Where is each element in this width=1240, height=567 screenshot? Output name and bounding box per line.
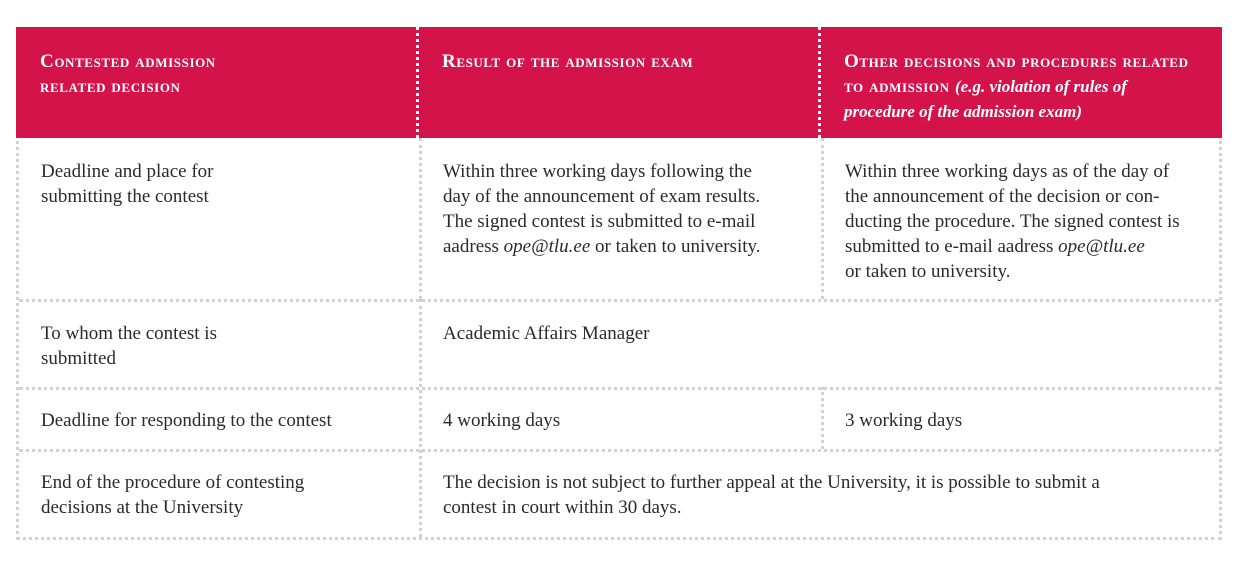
row1-exam-email: ope@tlu.ee [503,236,591,257]
row1-label: Deadline and place for submitting the contest [41,161,214,207]
header-cell-contested-decision [16,27,416,138]
row1-other-line: or taken to university. [845,261,1011,282]
row1-label-cell [19,159,419,209]
row3-other-cell [823,408,1223,433]
row-divider [19,299,1219,302]
row1-other-line [845,234,1205,259]
row1-other-email: ope@tlu.ee [1058,236,1145,257]
row3-label: Deadline for responding to the contest [41,410,332,431]
row3-label-cell [19,408,419,433]
row4-value-cell [421,470,1219,520]
row1-exam-text: or taken to university. [595,236,761,257]
row1-exam-line [443,234,803,259]
row1-exam-text: aadress [443,236,499,257]
row1-exam-cell [421,159,821,259]
row1-exam-line: The signed contest is submitted to e-mail [443,211,756,232]
header-cell-other-decisions [820,27,1222,138]
header-col1-text: Contested admission related decision [40,51,216,97]
header-col2-text: Result of the admission exam [442,51,694,72]
row3-exam-cell [421,408,821,433]
table-header [16,27,1222,138]
row3-exam-value: 4 working days [443,410,561,431]
column-divider [821,387,824,449]
column-divider [821,138,824,299]
row1-other-line: ducting the procedure. The signed contest is [845,211,1180,232]
row1-other-line: Within three working days as of the day of [845,161,1170,182]
column-divider [419,299,422,537]
row4-label: End of the procedure of contesting decisions at the University [41,472,305,518]
row2-value-cell [421,321,1219,346]
row-divider [19,387,1219,390]
contest-procedure-table [16,27,1222,540]
row1-exam-line: day of the announcement of exam results. [443,186,761,207]
row4-label-cell [19,470,419,520]
row2-value: Academic Affairs Manager [443,323,650,344]
row2-label: To whom the contest is submitted [41,323,217,369]
header-col3-text: Other decisions and procedures related to admission [844,51,1189,97]
row1-exam-line: Within three working days following the [443,161,752,182]
row1-other-line: the announcement of the decision or con- [845,186,1160,207]
row1-other-text: submitted to e-mail aadress [845,236,1054,257]
row3-other-value: 3 working days [845,410,963,431]
row2-label-cell [19,321,419,371]
column-divider [419,138,422,299]
header-cell-exam-result [418,27,820,138]
row-divider [19,449,1219,452]
row4-value-line: The decision is not subject to further appeal at the University, it is possible to submit a [443,472,1100,493]
row4-value-line: contest in court within 30 days. [443,497,682,518]
header-col3-example: (e.g. violation of rules of procedure of the admission exam) [844,77,1127,121]
row1-other-cell [823,159,1223,284]
